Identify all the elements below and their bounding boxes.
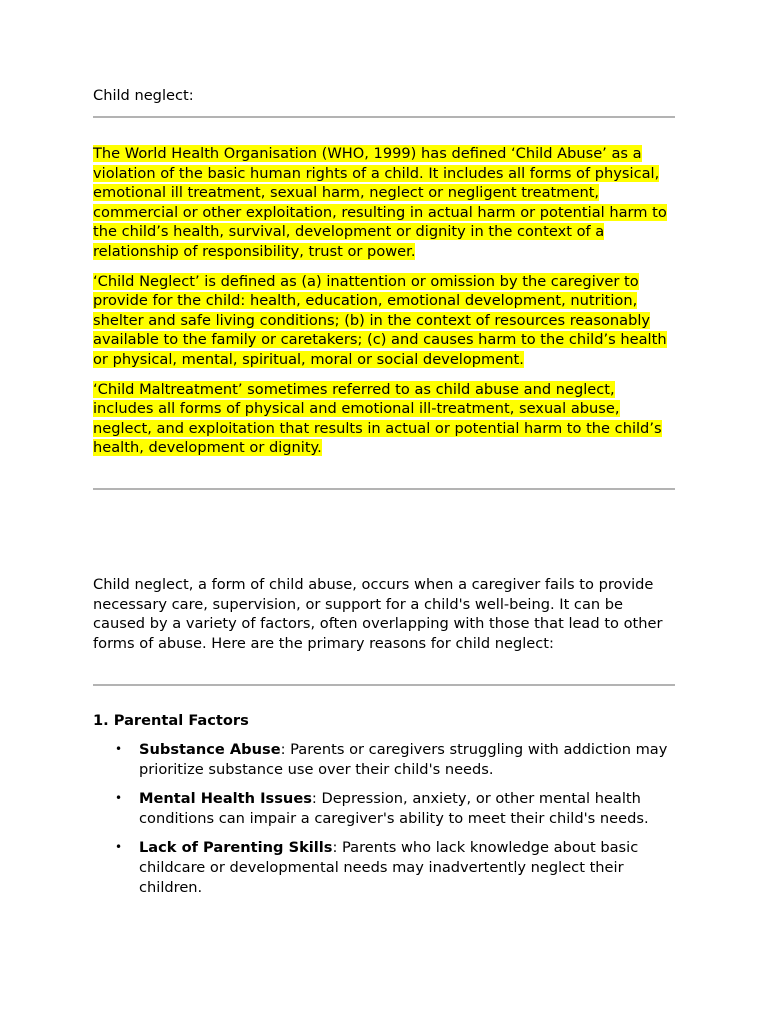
highlighted-text: ‘Child Maltreatment’ sometimes referred to as child abuse and neglect, includes all forms of physical and emotional ill-treatment, sexual abuse, neglect, and exploitation that results in actual or potential harm to the child’s health, development or dignity. bbox=[93, 380, 662, 457]
list-item-term: Lack of Parenting Skills bbox=[139, 839, 333, 857]
definitions-block bbox=[93, 144, 675, 468]
reasons-list bbox=[93, 740, 675, 907]
page-heading: Child neglect: bbox=[93, 87, 194, 104]
bullet-icon: • bbox=[115, 742, 123, 756]
list-item-text: : Depression, anxiety, or other mental health conditions can impair a caregiver's ability to meet their child's needs. bbox=[139, 790, 649, 827]
list-item-text: : Parents or caregivers struggling with addiction may prioritize substance use over their child's needs. bbox=[139, 741, 668, 778]
bullet-icon: • bbox=[115, 791, 123, 806]
list-item bbox=[93, 740, 675, 779]
section-title: 1. Parental Factors bbox=[93, 712, 249, 729]
divider-middle bbox=[93, 488, 675, 490]
definition-paragraph-who bbox=[93, 144, 675, 262]
list-item-term: Mental Health Issues bbox=[139, 790, 312, 808]
list-item bbox=[93, 838, 675, 897]
highlighted-text: The World Health Organisation (WHO, 1999) has defined ‘Child Abuse’ as a violation of the basic human rights of a child. It includes all forms of physical, emotional ill treatment, sexual harm, neglect or negligent treatment, commercial or other exploitation, resulting in actual harm or potential harm to the child’s health, survival, development or dignity in the context of a relationship of responsibility, trust or power. bbox=[93, 145, 667, 260]
highlighted-text: ‘Child Neglect’ is defined as (a) inattention or omission by the caregiver to provide for the child: health, education, emotional development, nutrition, shelter and safe living conditions; (b) in the context of resources reasonably available to the family or caretakers; (c) and causes harm to the child’s health or physical, mental, spiritual, moral or social development. bbox=[93, 272, 667, 368]
list-item-text: : Parents who lack knowledge about basic childcare or developmental needs may inadvertently neglect their children. bbox=[139, 839, 639, 896]
definition-paragraph-maltreatment bbox=[93, 380, 675, 458]
bullet-icon: • bbox=[115, 840, 123, 855]
list-item-term: Substance Abuse bbox=[139, 741, 281, 758]
list-item bbox=[93, 789, 675, 828]
definition-paragraph-neglect bbox=[93, 272, 675, 370]
divider-top bbox=[93, 116, 675, 118]
intro-paragraph: Child neglect, a form of child abuse, occurs when a caregiver fails to provide necessary care, supervision, or support for a child's well-being. It can be caused by a variety of factors, often overlapping with those that lead to other forms of abuse. Here are the primary reasons for child neglect: bbox=[93, 576, 663, 652]
divider-bottom bbox=[93, 684, 675, 686]
